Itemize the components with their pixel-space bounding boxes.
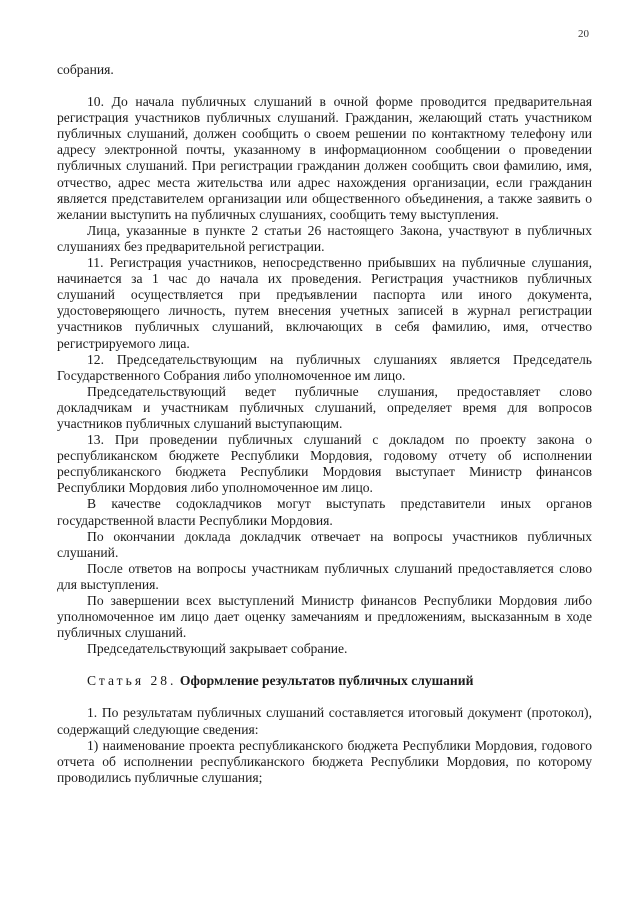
document-body — [57, 62, 592, 786]
article-heading — [57, 673, 592, 689]
paragraph-speeches: После ответов на вопросы участникам публичных слушаний предоставляется слово для выступления. — [57, 560, 592, 592]
paragraph-item-13: 13. При проведении публичных слушаний с докладом по проекту закона о республиканском бюджете Республики Мордовия, годовому отчету об исполнении республиканского бюджета Республики Мордовия выступает Министр финансов Республики Мордовия либо уполномоченное им лицо. — [57, 432, 592, 496]
paragraph-co-speakers: В качестве содокладчиков могут выступать представители иных органов государственной власти Республики Мордовия. — [57, 496, 592, 528]
paragraph-answers: По окончании доклада докладчик отвечает на вопросы участников публичных слушаний. — [57, 528, 592, 560]
paragraph-item-11: 11. Регистрация участников, непосредственно прибывших на публичные слушания, начинается за 1 час до начала их проведения. Регистрация участников публичных слушаний осуществляется при предъявлении паспорта или иного документа, удостоверяющего личность, путем внесения учетных записей в журнал регистрации участников публичных слушаний, включающих в себя фамилию, имя, отчество регистрируемого лица. — [57, 255, 592, 351]
paragraph-article-item-1: 1. По результатам публичных слушаний составляется итоговый документ (протокол), содержащий следующие сведения: — [57, 705, 592, 737]
page-number: 20 — [578, 28, 589, 40]
paragraph-chair-duties: Председательствующий ведет публичные слушания, предоставляет слово докладчикам и участникам публичных слушаний, определяет время для вопросов участников публичных слушаний выступающим. — [57, 383, 592, 431]
paragraph-continuation: собрания. — [57, 62, 114, 77]
paragraph-article-subitem-1: 1) наименование проекта республиканского бюджета Республики Мордовия, годового отчета об исполнении республиканского бюджета Республики Мордовия, по которому проводились публичные слушания; — [57, 737, 592, 785]
paragraph-exempt-persons: Лица, указанные в пункте 2 статьи 26 настоящего Закона, участвуют в публичных слушаниях без предварительной регистрации. — [57, 222, 592, 254]
article-label: Статья 28. — [87, 673, 177, 689]
paragraph-evaluation: По завершении всех выступлений Министр финансов Республики Мордовия либо уполномоченное им лицо дает оценку замечаниям и предложениям, высказанным в ходе публичных слушаний. — [57, 593, 592, 641]
paragraph-closing: Председательствующий закрывает собрание. — [87, 641, 348, 657]
article-title: Оформление результатов публичных слушаний — [179, 673, 474, 689]
paragraph-item-12: 12. Председательствующим на публичных слушаниях является Председатель Государственного Собрания либо уполномоченное им лицо. — [57, 351, 592, 383]
paragraph-item-10: 10. До начала публичных слушаний в очной форме проводится предварительная регистрация участников публичных слушаний. Гражданин, желающий стать участником публичных слушаний, должен сообщить о своем решении по контактному телефону или адресу электронной почты, указанному в информационном сообщении о проведении публичных слушаний. При регистрации гражданин должен сообщить свои фамилию, имя, отчество, адрес места жительства или адрес нахождения организации, если гражданин является представителем организации или общественного объединения, а также заявить о желании выступить на публичных слушаниях, сообщить тему выступления. — [57, 94, 592, 222]
